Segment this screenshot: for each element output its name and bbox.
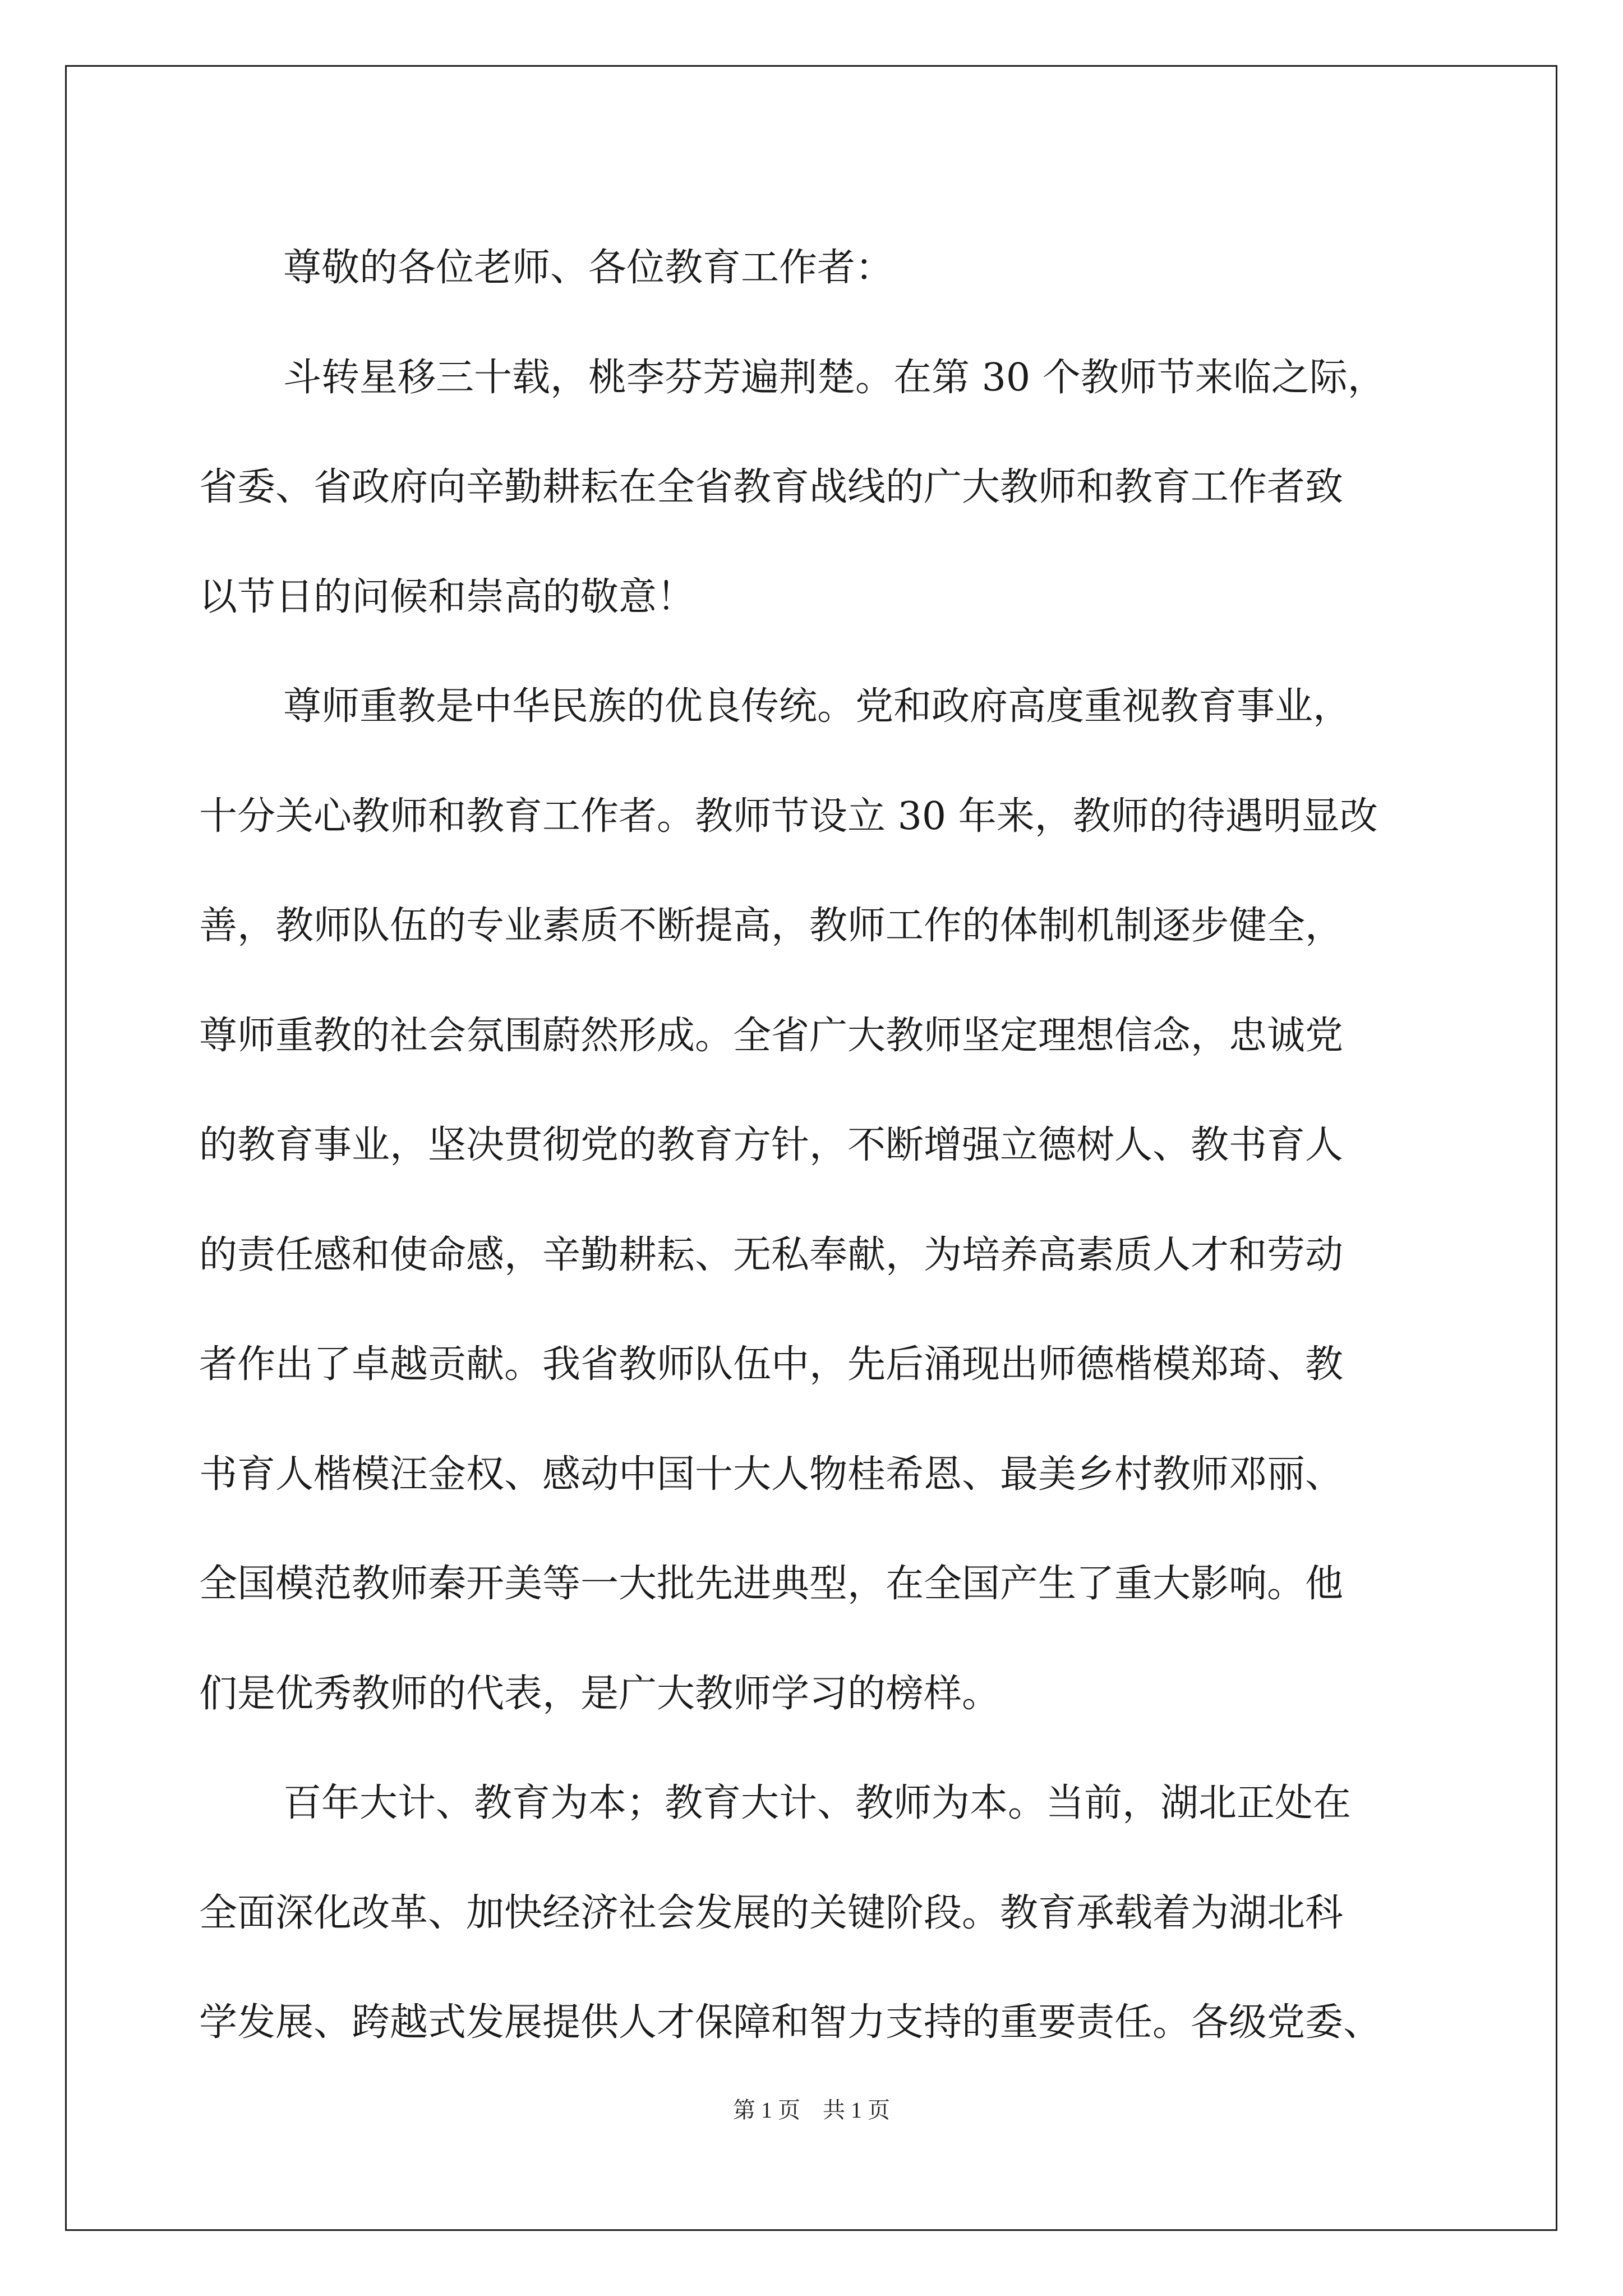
document-body <box>199 213 1433 2078</box>
paragraph-line: 学发展、跨越式发展提供人才保障和智力支持的重要责任。各级党委、 <box>199 2000 1382 2045</box>
paragraph-line: 者作出了卓越贡献。我省教师队伍中，先后涌现出师德楷模郑琦、教 <box>199 1342 1344 1387</box>
paragraph-line: 十分关心教师和教育工作者。教师节设立 30 年来，教师的待遇明显改 <box>199 794 1378 839</box>
paragraph-line: 省委、省政府向辛勤耕耘在全省教育战线的广大教师和教育工作者致 <box>199 465 1344 509</box>
paragraph-line: 全面深化改革、加快经济社会发展的关键阶段。教育承载着为湖北科 <box>199 1890 1344 1935</box>
paragraph-line: 们是优秀教师的代表，是广大教师学习的榜样。 <box>199 1671 1000 1716</box>
paragraph-line: 百年大计、教育为本；教育大计、教师为本。当前，湖北正处在 <box>283 1781 1352 1825</box>
paragraph-line: 全国模范教师秦开美等一大批先进典型，在全国产生了重大影响。他 <box>199 1562 1344 1606</box>
paragraph-line: 以节日的问候和崇高的敬意！ <box>199 574 695 619</box>
paragraph-line: 斗转星移三十载，桃李芬芳遍荆楚。在第 30 个教师节来临之际， <box>283 355 1386 400</box>
greeting-line: 尊敬的各位老师、各位教育工作者： <box>283 246 894 290</box>
paragraph-line: 尊师重教是中华民族的优良传统。党和政府高度重视教育事业， <box>283 684 1352 729</box>
paragraph-line: 尊师重教的社会氛围蔚然形成。全省广大教师坚定理想信念，忠诚党 <box>199 1013 1344 1058</box>
paragraph-line: 善，教师队伍的专业素质不断提高，教师工作的体制机制逐步健全， <box>199 904 1344 948</box>
paragraph-line: 的教育事业，坚决贯彻党的教育方针，不断增强立德树人、教书育人 <box>199 1123 1344 1167</box>
page-footer: 第 1 页 共 1 页 <box>733 2097 890 2123</box>
paragraph-line: 的责任感和使命感，辛勤耕耘、无私奉献，为培养高素质人才和劳动 <box>199 1232 1344 1277</box>
paragraph-line: 书育人楷模汪金权、感动中国十大人物桂希恩、最美乡村教师邓丽、 <box>199 1452 1344 1497</box>
